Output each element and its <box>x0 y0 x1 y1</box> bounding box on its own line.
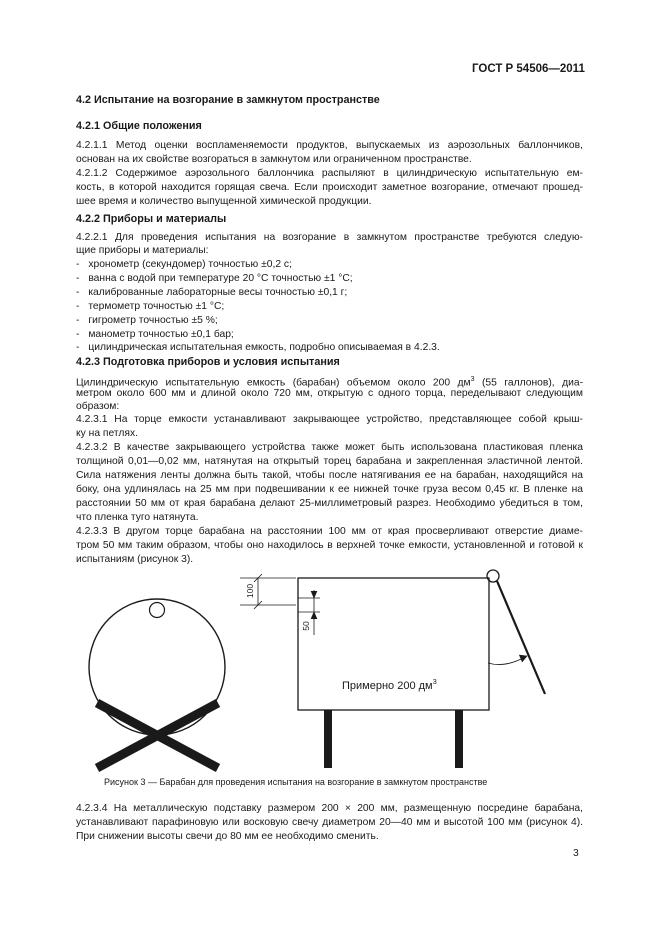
list-item-text: цилиндрическая испытательная емкость, подробно описываемая в 4.2.3. <box>88 342 440 353</box>
paragraph-line: щие приборы и материалы: <box>76 245 209 256</box>
paragraph-line: испытаниям (рисунок 3). <box>76 554 194 565</box>
paragraph-line: кость, в которой находится горящая свеча. Если происходит заметное возгорание, отмечают прошед- <box>76 182 583 193</box>
lid-open <box>497 581 545 694</box>
drum-hole-circle <box>150 603 165 618</box>
paragraph-line: толщиной 0,01—0,02 мм, натянутая на открытый торец барабана и закрепленная эластичной лентой. <box>76 456 583 467</box>
list-marker: - <box>76 301 80 312</box>
paragraph-line: 4.2.1.1 Метод оценки воспламеняемости продуктов, выпускаемых из аэрозольных баллончиков, <box>76 140 583 151</box>
paragraph-line: шее время и количество выпущенной химической продукции. <box>76 196 372 207</box>
paragraph-line: 4.2.3.3 В другом торце барабана на расстоянии 100 мм от края просверливают отверстие диаме- <box>76 526 583 537</box>
paragraph-line: тром 50 мм таким образом, чтобы оно находилось в верхней точке емкости, установленной и готовой к <box>76 540 583 551</box>
figure-caption: Рисунок 3 — Барабан для проведения испытания на возгорание в замкнутом пространстве <box>104 777 488 787</box>
hinge-circle <box>487 570 499 582</box>
list-item-text: ванна с водой при температуре 20 °С точностью ±1 °С; <box>88 273 353 284</box>
list-item-text: термометр точностью ±1 °С; <box>88 301 225 312</box>
intro-text-b: (55 галлонов), диа- <box>474 377 584 389</box>
list-item-text: гигрометр точностью ±5 %; <box>88 315 218 326</box>
list-item-text: калиброванные лабораторные весы точностью ±0,1 г; <box>88 287 348 298</box>
opening-angle-arc <box>488 657 525 665</box>
paragraph-line: 4.2.2.1 Для проведения испытания на возгорание в замкнутом пространстве требуются следую- <box>76 232 583 243</box>
paragraph-line: образом: <box>76 401 120 412</box>
volume-label <box>342 677 437 692</box>
dim-50-label: 50 <box>301 621 311 631</box>
intro-text-a: Цилиндрическую испытательную емкость (барабан) объемом около 200 дм <box>76 377 471 389</box>
volume-superscript: 3 <box>432 677 437 686</box>
list-marker: - <box>76 287 80 298</box>
list-item-text: манометр точностью ±0,1 бар; <box>88 329 234 340</box>
paragraph-line: 4.2.3.2 В качестве закрывающего устройства также может быть использована пластиковая пленка <box>76 442 583 453</box>
volume-label-text: Примерно 200 дм <box>342 680 433 692</box>
paragraph-line: расстоянии 50 мм от края барабана делают 25-миллиметровый разрез. Необходимо убедиться в том, <box>76 498 583 509</box>
dim-arrow <box>311 591 317 598</box>
paragraph-line: Сила натяжения ленты должна быть такой, чтобы после натягивания ее на барабан, находящийся на <box>76 470 583 481</box>
list-marker: - <box>76 342 80 353</box>
document-id: ГОСТ Р 54506—2011 <box>472 63 585 75</box>
arc-arrow <box>519 655 527 662</box>
list-marker: - <box>76 273 80 284</box>
subsection-title-4-2-2: 4.2.2 Приборы и материалы <box>76 213 227 225</box>
section-title: 4.2 Испытание на возгорание в замкнутом пространстве <box>76 94 380 106</box>
list-marker: - <box>76 329 80 340</box>
paragraph-line: основан на их свойстве возгораться в замкнутом или ограниченном пространстве. <box>76 154 472 165</box>
dim-100-label: 100 <box>245 583 255 599</box>
subsection-title-4-2-1: 4.2.1 Общие положения <box>76 120 202 132</box>
page-number: 3 <box>573 848 579 859</box>
paragraph-line: При снижении высоты свечи до 80 мм ее необходимо сменить. <box>76 831 379 842</box>
superscript: 3 <box>470 376 475 383</box>
paragraph-line: 4.2.3.4 На металлическую подставку размером 200 × 200 мм, размещенную посредине барабана, <box>76 803 583 814</box>
paragraph-line: устанавливают парафиновую или восковую свечу диаметром 20—40 мм и высотой 100 мм (рисунок 4). <box>76 817 583 828</box>
paragraph-line: 4.2.3.1 На торце емкости устанавливают закрывающее устройство, представляющее собой крыш- <box>76 414 583 425</box>
paragraph-line: 4.2.1.2 Содержимое аэрозольного баллончика распыляют в цилиндрическую испытательную ем- <box>76 168 583 179</box>
subsection-title-4-2-3: 4.2.3 Подготовка приборов и условия испытания <box>76 356 340 368</box>
dim-arrow <box>311 612 317 619</box>
paragraph-line: метром около 600 мм и длиной около 720 мм, открытую с одного торца, переделывают следующим <box>76 388 583 399</box>
list-marker: - <box>76 259 80 270</box>
paragraph-line: ку на петлях. <box>76 428 138 439</box>
paragraph-line: боку, она удлинялась на 25 мм при подвешивании к ее нижней точке груза весом 0,45 кг. В пленке на <box>76 484 583 495</box>
list-marker: - <box>76 315 80 326</box>
paragraph-line: что пленка туго натянута. <box>76 512 199 523</box>
list-item-text: хронометр (секундомер) точностью ±0,2 с; <box>88 259 292 270</box>
